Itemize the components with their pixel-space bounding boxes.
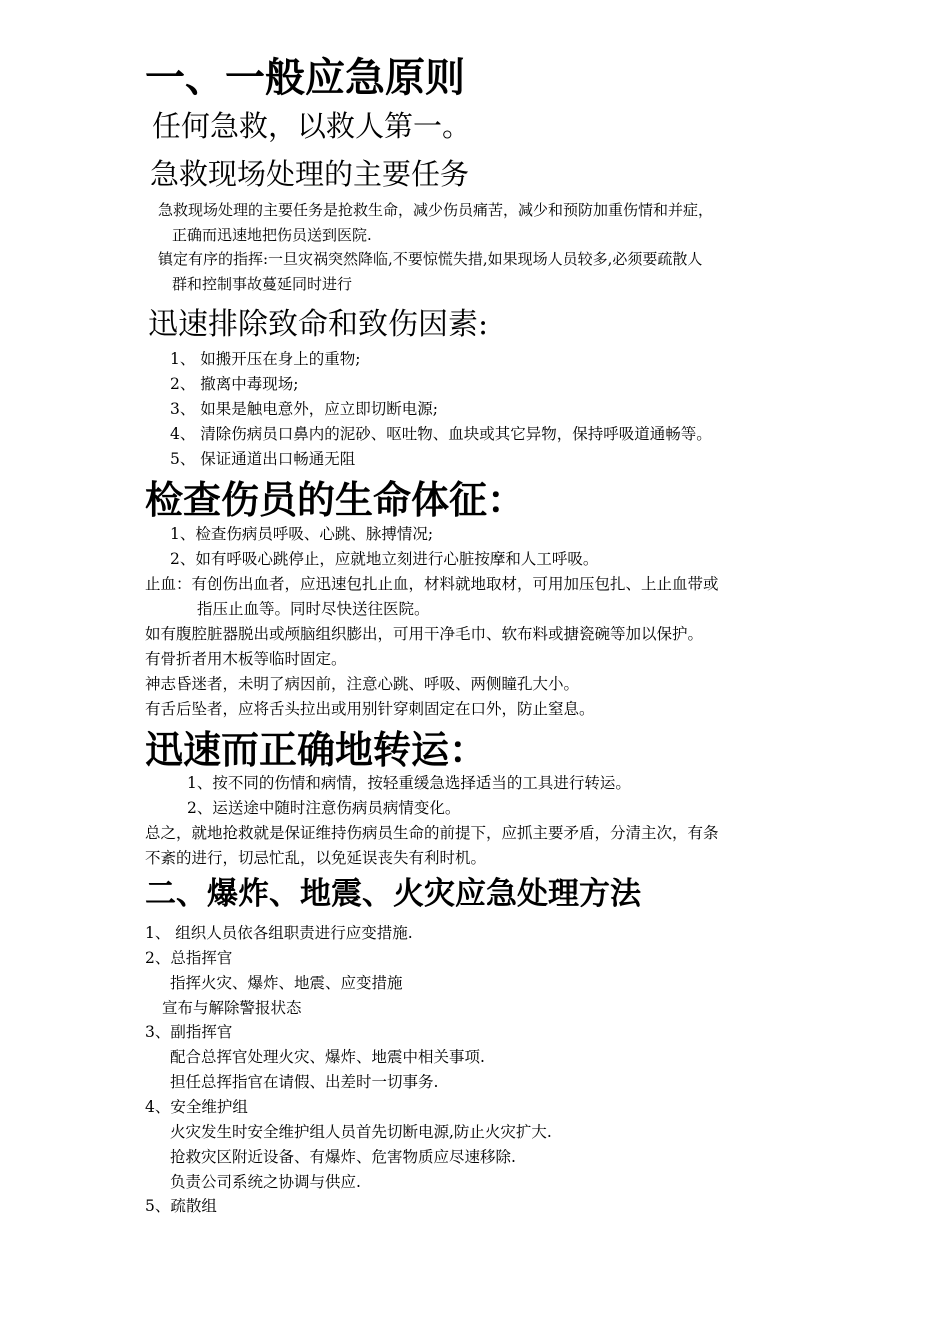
section-2-heading: 二、爆炸、地震、火灾应急处理方法 xyxy=(145,876,641,912)
section-2-line: 3、副指挥官 xyxy=(145,1023,233,1041)
transport-heading: 迅速而正确地转运： xyxy=(145,727,488,772)
bleeding-line-1: 止血：有创伤出血者，应迅速包扎止血，材料就地取材，可用加压包扎、上止血带或 xyxy=(145,575,719,593)
check-heading: 检查伤员的生命体征： xyxy=(145,477,526,522)
check-item: 1、检查伤病员呼吸、心跳、脉搏情况; xyxy=(170,525,434,543)
check-item: 2、如有呼吸心跳停止，应就地立刻进行心脏按摩和人工呼吸。 xyxy=(170,550,599,568)
remove-item: 5、 保证通道出口畅通无阻 xyxy=(170,450,356,468)
transport-item: 1、按不同的伤情和病情，按轻重缓急选择适当的工具进行转运。 xyxy=(187,774,631,792)
section-2-line: 4、安全维护组 xyxy=(145,1098,248,1116)
section-1-heading: 一、一般应急原则 xyxy=(145,54,465,101)
misc-line: 如有腹腔脏器脱出或颅脑组织膨出，可用干净毛巾、软布料或搪瓷碗等加以保护。 xyxy=(145,625,704,643)
calm-line-2: 群和控制事故蔓延同时进行 xyxy=(172,275,353,293)
section-2-line: 指挥火灾、爆炸、地震、应变措施 xyxy=(170,974,403,992)
remove-item: 4、 清除伤病员口鼻内的泥砂、呕吐物、血块或其它异物，保持呼吸道通畅等。 xyxy=(170,425,712,443)
section-2-line: 1、 组织人员依各组职责进行应变措施. xyxy=(145,924,413,942)
remove-heading: 迅速排除致命和致伤因素: xyxy=(148,307,489,342)
principle-line: 任何急救，以救人第一。 xyxy=(152,109,472,143)
transport-item: 2、运送途中随时注意伤病员病情变化。 xyxy=(187,799,461,817)
section-2-line: 火灾发生时安全维护组人员首先切断电源,防止火灾扩大. xyxy=(170,1123,552,1141)
bleeding-line-2: 指压止血等。同时尽快送往医院。 xyxy=(197,600,430,618)
section-2-line: 5、疏散组 xyxy=(145,1197,217,1215)
misc-line: 神志昏迷者，未明了病因前，注意心跳、呼吸、两侧瞳孔大小。 xyxy=(145,675,580,693)
section-2-line: 2、总指挥官 xyxy=(145,949,233,967)
remove-item: 3、 如果是触电意外，应立即切断电源; xyxy=(170,400,439,418)
misc-line: 有舌后坠者，应将舌头拉出或用别针穿刺固定在口外，防止窒息。 xyxy=(145,700,595,718)
summary-line-1: 总之，就地抢救就是保证维持伤病员生命的前提下，应抓主要矛盾，分清主次，有条 xyxy=(145,824,719,842)
misc-line: 有骨折者用木板等临时固定。 xyxy=(145,650,347,668)
section-2-line: 负责公司系统之协调与供应. xyxy=(170,1173,361,1191)
section-2-line: 担任总挥指官在请假、出差时一切事务. xyxy=(170,1073,439,1091)
tasks-line-2: 正确而迅速地把伤员送到医院. xyxy=(172,226,372,244)
calm-line-1: 镇定有序的指挥:一旦灾祸突然降临,不要惊慌失措,如果现场人员较多,必须要疏散人 xyxy=(158,250,703,268)
tasks-line-1: 急救现场处理的主要任务是抢救生命，减少伤员痛苦，减少和预防加重伤情和并症， xyxy=(158,201,714,219)
remove-item: 2、 撤离中毒现场; xyxy=(170,375,299,393)
remove-item: 1、 如搬开压在身上的重物; xyxy=(170,350,361,368)
section-2-line: 宣布与解除警报状态 xyxy=(162,999,302,1017)
section-2-line: 抢救灾区附近设备、有爆炸、危害物质应尽速移除. xyxy=(170,1148,516,1166)
summary-line-2: 不紊的进行，切忌忙乱，以免延误丧失有利时机。 xyxy=(145,849,487,867)
section-2-line: 配合总挥官处理火灾、爆炸、地震中相关事项. xyxy=(170,1048,485,1066)
tasks-heading: 急救现场处理的主要任务 xyxy=(150,157,470,191)
